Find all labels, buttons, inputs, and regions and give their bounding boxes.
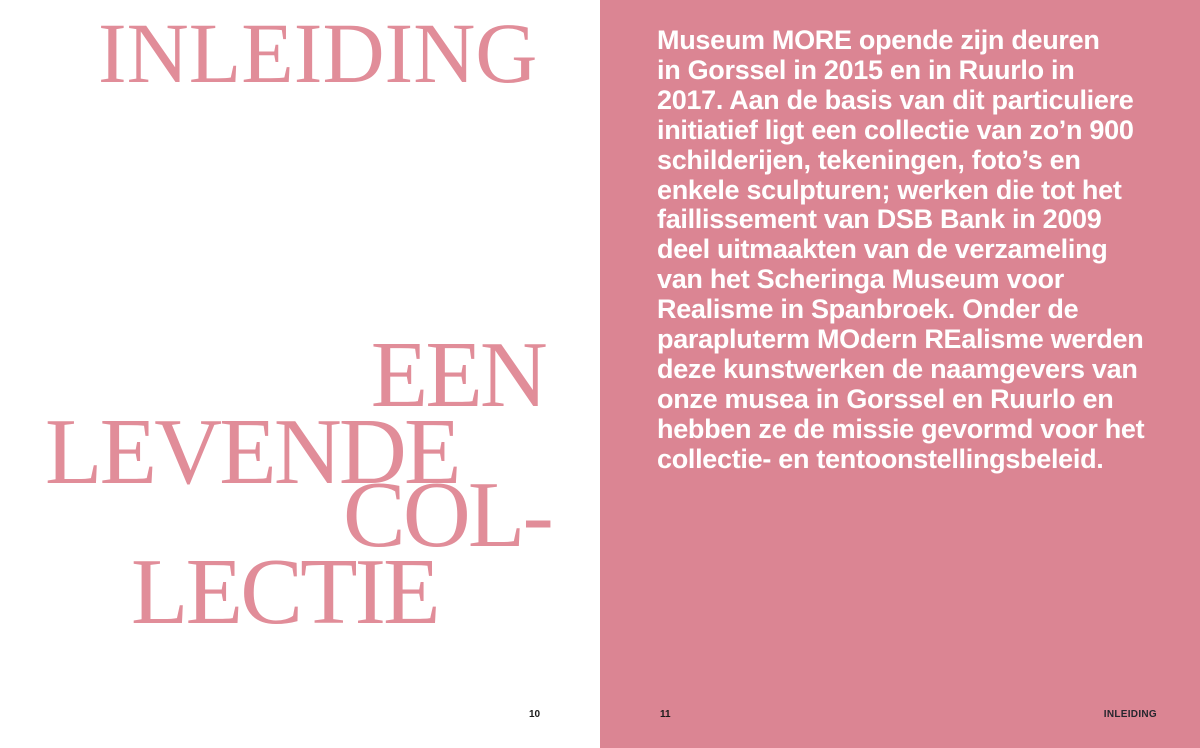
right-page [600, 0, 1200, 748]
display-line-levende: LEVENDE [45, 400, 459, 504]
chapter-title: INLEIDING [98, 5, 538, 101]
page-number-left: 10 [529, 709, 541, 720]
running-footer: INLEIDING [1103, 709, 1157, 720]
paragraph-line: Realisme in Spanbroek. Onder de [657, 294, 1079, 325]
paragraph-line: 2017. Aan de basis van dit particuliere [657, 84, 1134, 115]
paragraph-line: deze kunstwerken de naamgevers van [657, 353, 1138, 384]
display-line-lectie: LECTIE [131, 540, 438, 644]
paragraph-line: initiatief ligt een collectie van zo’n 900 [657, 114, 1134, 145]
paragraph-line: faillissement van DSB Bank in 2009 [657, 204, 1102, 235]
paragraph-line: onze musea in Gorssel en Ruurlo en [657, 383, 1114, 414]
paragraph-line: van het Scheringa Museum voor [657, 264, 1064, 295]
display-line-col: COL- [342, 463, 551, 567]
paragraph-line: deel uitmaakten van de verzameling [657, 234, 1108, 265]
intro-paragraph [657, 26, 1162, 475]
paragraph-line: schilderijen, tekeningen, foto’s en [657, 144, 1081, 175]
paragraph-line: Museum MORE opende zijn deuren [657, 25, 1100, 55]
paragraph-line: parapluterm MOdern REalisme werden [657, 324, 1144, 355]
paragraph-line: collectie- en tentoonstellingsbeleid. [657, 443, 1104, 474]
paragraph-line: hebben ze de missie gevormd voor het [657, 413, 1145, 444]
page-number-right: 11 [660, 709, 671, 720]
paragraph-line: in Gorssel in 2015 en in Ruurlo in [657, 54, 1075, 85]
paragraph-line: enkele sculpturen; werken die tot het [657, 174, 1122, 205]
display-line-een: EEN [370, 323, 545, 427]
